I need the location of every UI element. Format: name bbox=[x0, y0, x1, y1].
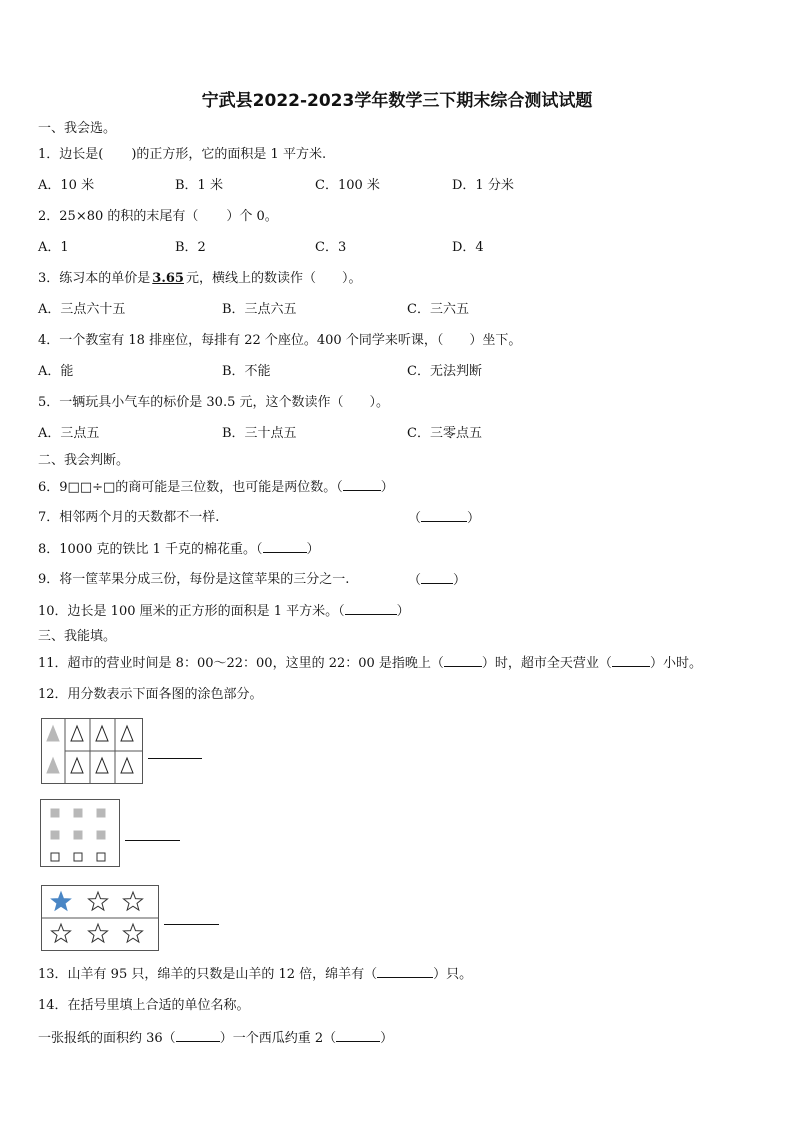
q1-option-b[interactable]: B．1 米 bbox=[175, 178, 223, 193]
question-6: 6．9□□÷□的商可能是三位数，也可能是两位数。（ ） bbox=[38, 480, 394, 495]
star-icon bbox=[51, 892, 70, 910]
section-heading-choose: 一、我会选。 bbox=[38, 121, 117, 136]
q9-answer-bracket: （ ） bbox=[408, 573, 467, 588]
q2-option-b[interactable]: B．2 bbox=[175, 240, 206, 255]
square-icon bbox=[97, 809, 105, 817]
question-4: 4．一个教室有 18 排座位，每排有 22 个座位。400 个同学来听课，（ ）坐下。 bbox=[38, 333, 522, 348]
triangle-icon bbox=[47, 758, 59, 773]
q3-option-c[interactable]: C．三六五 bbox=[407, 302, 469, 317]
q3-option-b[interactable]: B．三点六五 bbox=[222, 302, 297, 317]
triangle-icon bbox=[121, 726, 133, 741]
q5-option-b[interactable]: B．三十点五 bbox=[222, 426, 297, 441]
q4-option-c[interactable]: C．无法判断 bbox=[407, 364, 482, 379]
q1-option-a[interactable]: A．10 米 bbox=[38, 178, 95, 193]
square-icon bbox=[97, 853, 105, 861]
q3-option-a[interactable]: A．三点六十五 bbox=[38, 302, 126, 317]
section-heading-fill: 三、我能填。 bbox=[38, 629, 117, 644]
question-2: 2．25×80 的积的末尾有（ ）个 0。 bbox=[38, 209, 278, 224]
question-3: 3．练习本的单价是 3.65 元，横线上的数读作（ ）。 bbox=[38, 271, 362, 286]
square-icon bbox=[97, 831, 105, 839]
section-heading-judge: 二、我会判断。 bbox=[38, 453, 130, 468]
q2-option-a[interactable]: A．1 bbox=[38, 240, 69, 255]
answer-blank[interactable] bbox=[444, 654, 482, 667]
square-icon bbox=[51, 853, 59, 861]
triangle-icon bbox=[121, 758, 133, 773]
answer-blank[interactable] bbox=[343, 394, 369, 406]
square-icon bbox=[74, 809, 82, 817]
answer-blank[interactable] bbox=[345, 602, 397, 615]
triangle-icon bbox=[47, 726, 59, 741]
question-14: 14．在括号里填上合适的单位名称。 bbox=[38, 998, 250, 1013]
question-10: 10．边长是 100 厘米的正方形的面积是 1 平方米。（ ） bbox=[38, 604, 410, 619]
answer-blank[interactable] bbox=[198, 208, 226, 220]
question-5: 5．一辆玩具小气车的标价是 30.5 元，这个数读作（ ）。 bbox=[38, 395, 389, 410]
q5-option-c[interactable]: C．三零点五 bbox=[407, 426, 482, 441]
triangle-icon bbox=[96, 758, 108, 773]
figure-stars bbox=[41, 885, 159, 951]
question-8: 8．1000 克的铁比 1 千克的棉花重。（ ） bbox=[38, 542, 320, 557]
square-icon bbox=[74, 853, 82, 861]
answer-blank[interactable] bbox=[263, 540, 307, 553]
answer-blank[interactable] bbox=[316, 270, 342, 282]
figure-triangles bbox=[41, 718, 143, 784]
question-9: 9．将一筐苹果分成三份，每份是这筐苹果的三分之一. bbox=[38, 572, 350, 587]
q4-option-b[interactable]: B．不能 bbox=[222, 364, 271, 379]
q2-option-c[interactable]: C．3 bbox=[315, 240, 347, 255]
square-icon bbox=[51, 809, 59, 817]
star-icon bbox=[123, 892, 142, 910]
answer-blank[interactable] bbox=[421, 509, 467, 522]
figure-squares bbox=[40, 799, 120, 867]
answer-blank[interactable] bbox=[612, 654, 650, 667]
question-13: 13．山羊有 95 只，绵羊的只数是山羊的 12 倍，绵羊有（ ）只。 bbox=[38, 967, 473, 982]
answer-blank[interactable] bbox=[377, 965, 433, 978]
star-icon bbox=[123, 924, 142, 942]
answer-blank[interactable] bbox=[443, 332, 469, 344]
question-1: 1．边长是( )的正方形，它的面积是 1 平方米. bbox=[38, 147, 327, 162]
q1-option-d[interactable]: D．1 分米 bbox=[452, 178, 514, 193]
q5-option-a[interactable]: A．三点五 bbox=[38, 426, 100, 441]
page-title: 宁武县2022-2023学年数学三下期末综合测试试题 bbox=[201, 91, 593, 111]
triangle-icon bbox=[71, 758, 83, 773]
answer-blank[interactable] bbox=[336, 1029, 380, 1042]
question-11: 11．超市的营业时间是 8：00～22：00，这里的 22：00 是指晚上（ ）时，超市全天营业（ ）小时。 bbox=[38, 656, 702, 671]
q7-answer-bracket: （ ） bbox=[408, 511, 481, 526]
triangle-icon bbox=[96, 726, 108, 741]
underlined-price: 3.65 bbox=[152, 271, 184, 286]
star-icon bbox=[88, 892, 107, 910]
q4-option-a[interactable]: A．能 bbox=[38, 364, 74, 379]
question-12: 12．用分数表示下面各图的涂色部分。 bbox=[38, 687, 263, 702]
answer-blank[interactable] bbox=[421, 571, 453, 584]
answer-blank[interactable] bbox=[176, 1029, 220, 1042]
square-icon bbox=[51, 831, 59, 839]
answer-line[interactable] bbox=[125, 840, 180, 841]
triangle-icon bbox=[71, 726, 83, 741]
answer-blank[interactable] bbox=[343, 478, 381, 491]
star-icon bbox=[88, 924, 107, 942]
q1-option-c[interactable]: C．100 米 bbox=[315, 178, 380, 193]
question-14-items: 一张报纸的面积约 36（ ）一个西瓜约重 2（ ） bbox=[38, 1031, 394, 1046]
question-7: 7．相邻两个月的天数都不一样. bbox=[38, 510, 220, 525]
answer-line[interactable] bbox=[148, 758, 202, 759]
answer-line[interactable] bbox=[164, 924, 219, 925]
answer-blank[interactable] bbox=[103, 146, 131, 158]
star-icon bbox=[51, 924, 70, 942]
square-icon bbox=[74, 831, 82, 839]
q2-option-d[interactable]: D．4 bbox=[452, 240, 484, 255]
